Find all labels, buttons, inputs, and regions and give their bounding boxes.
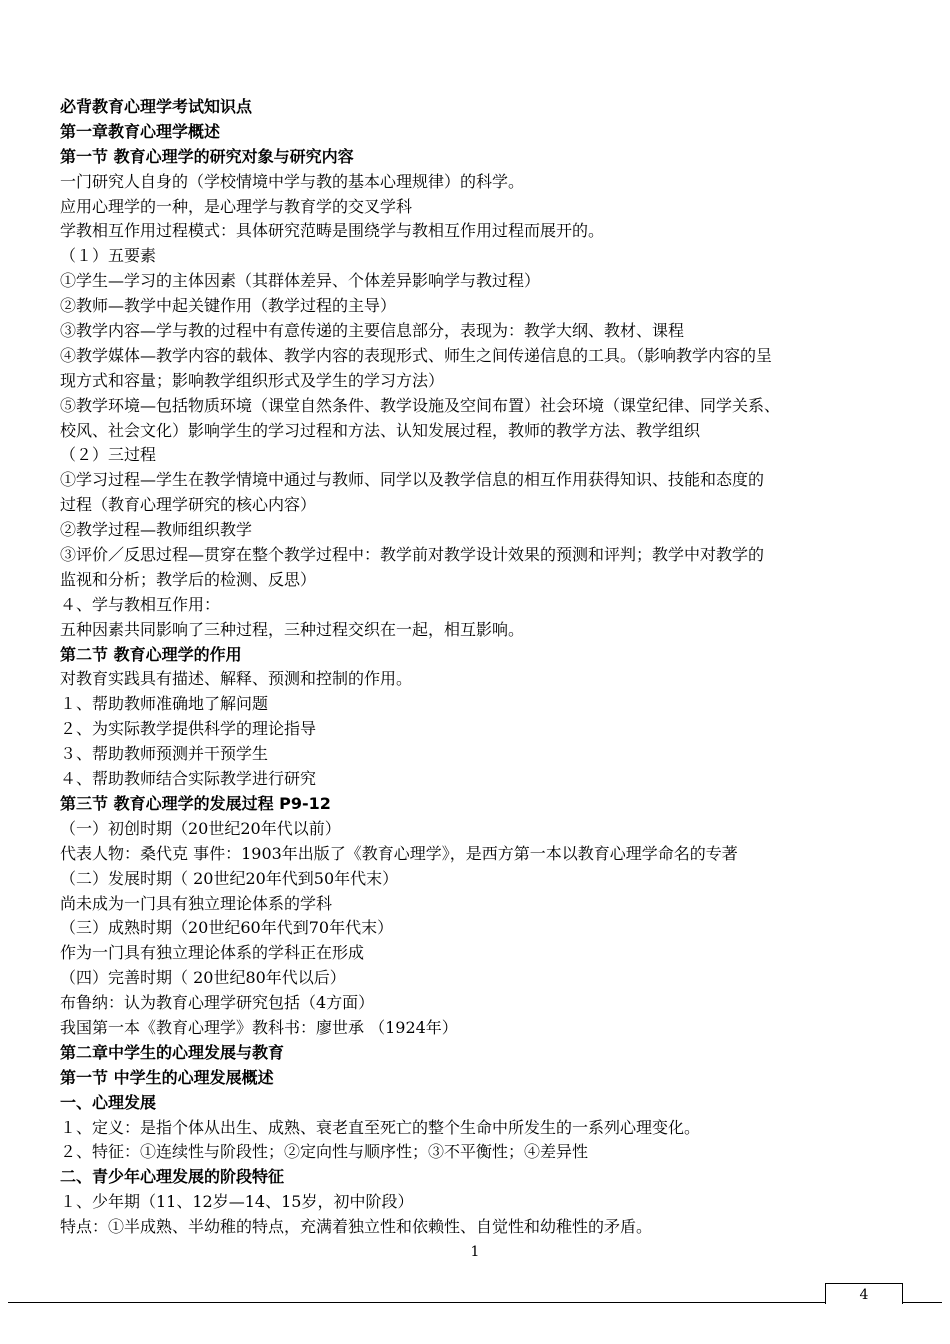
heading-line: 第三节 教育心理学的发展过程 P9-12	[60, 793, 331, 813]
page-number: 1	[470, 1244, 480, 1260]
heading-line: 第一节 教育心理学的研究对象与研究内容	[60, 146, 354, 166]
text-line: 布鲁纳：认为教育心理学研究包括（4方面）	[60, 993, 375, 1013]
heading-line: 二、青少年心理发展的阶段特征	[60, 1167, 285, 1187]
text-line: ③教学内容—学与教的过程中有意传递的主要信息部分，表现为：教学大纲、教材、课程	[60, 321, 685, 341]
footer-rule	[8, 1302, 942, 1303]
text-line: 对教育实践具有描述、解释、预测和控制的作用。	[60, 669, 413, 689]
text-line: ②教师—教学中起关键作用（教学过程的主导）	[60, 296, 397, 316]
heading-line: 第一节 中学生的心理发展概述	[60, 1067, 274, 1087]
text-line: （三）成熟时期（20世纪60年代到70年代末）	[60, 918, 394, 938]
text-line: 校风、社会文化）影响学生的学习过程和方法、认知发展过程，教师的教学方法、教学组织	[60, 420, 701, 440]
text-line: （１）五要素	[60, 246, 157, 266]
text-line: 特点：①半成熟、半幼稚的特点，充满着独立性和依赖性、自觉性和幼稚性的矛盾。	[60, 1217, 653, 1237]
text-line: 过程（教育心理学研究的核心内容）	[60, 495, 317, 515]
text-line: １、少年期（11、12岁—14、15岁，初中阶段）	[60, 1192, 414, 1212]
heading-line: 第二章中学生的心理发展与教育	[60, 1042, 285, 1062]
text-line: ③评价／反思过程—贯穿在整个教学过程中：教学前对教学设计效果的预测和评判；教学中对教学的	[60, 545, 765, 565]
text-line: （一）初创时期（20世纪20年代以前）	[60, 818, 341, 838]
text-line: 学教相互作用过程模式：具体研究范畴是围绕学与教相互作用过程而展开的。	[60, 221, 605, 241]
text-line: 应用心理学的一种，是心理学与教育学的交叉学科	[60, 196, 413, 216]
text-line: 现方式和容量；影响教学组织形式及学生的学习方法）	[60, 370, 445, 390]
text-line: （二）发展时期（ 20世纪20年代到50年代末）	[60, 868, 399, 888]
text-line: 代表人物：桑代克 事件：1903年出版了《教育心理学》，是西方第一本以教育心理学命名的专著	[60, 843, 738, 863]
document-body	[60, 95, 910, 1240]
text-line: （２）三过程	[60, 445, 157, 465]
text-line: 监视和分析；教学后的检测、反思）	[60, 569, 317, 589]
text-line: ２、为实际教学提供科学的理论指导	[60, 719, 317, 739]
text-line: （四）完善时期（ 20世纪80年代以后）	[60, 968, 346, 988]
text-line: 我国第一本《教育心理学》教科书：廖世承 （1924年）	[60, 1017, 458, 1037]
text-line: ④教学媒体—教学内容的载体、教学内容的表现形式、师生之间传递信息的工具。（影响教学内容的呈	[60, 345, 773, 365]
text-line: ３、帮助教师预测并干预学生	[60, 744, 269, 764]
text-line: 尚未成为一门具有独立理论体系的学科	[60, 893, 333, 913]
text-line: １、帮助教师准确地了解问题	[60, 694, 269, 714]
text-line: ②教学过程—教师组织教学	[60, 520, 253, 540]
heading-line: 必背教育心理学考试知识点	[60, 97, 253, 116]
text-line: 作为一门具有独立理论体系的学科正在形成	[60, 943, 365, 963]
text-line: 五种因素共同影响了三种过程，三种过程交织在一起，相互影响。	[60, 619, 525, 639]
heading-line: 一、心理发展	[60, 1092, 157, 1112]
heading-line: 第一章教育心理学概述	[60, 121, 221, 141]
heading-line: 第二节 教育心理学的作用	[60, 644, 242, 664]
text-line: ２、特征：①连续性与阶段性；②定向性与顺序性；③不平衡性；④差异性	[60, 1142, 589, 1162]
text-line: １、定义：是指个体从出生、成熟、衰老直至死亡的整个生命中所发生的一系列心理变化。	[60, 1117, 701, 1137]
footer-page-box: 4	[825, 1283, 903, 1304]
text-line: ４、帮助教师结合实际教学进行研究	[60, 769, 317, 789]
text-line: ４、学与教相互作用：	[60, 594, 221, 614]
text-line: ①学生—学习的主体因素（其群体差异、个体差异影响学与教过程）	[60, 271, 541, 291]
text-line: 一门研究人自身的（学校情境中学与教的基本心理规律）的科学。	[60, 171, 525, 191]
text-line: ⑤教学环境—包括物质环境（课堂自然条件、教学设施及空间布置）社会环境（课堂纪律、同学关系、	[60, 395, 781, 415]
text-line: ①学习过程—学生在教学情境中通过与教师、同学以及教学信息的相互作用获得知识、技能和态度的	[60, 470, 765, 490]
